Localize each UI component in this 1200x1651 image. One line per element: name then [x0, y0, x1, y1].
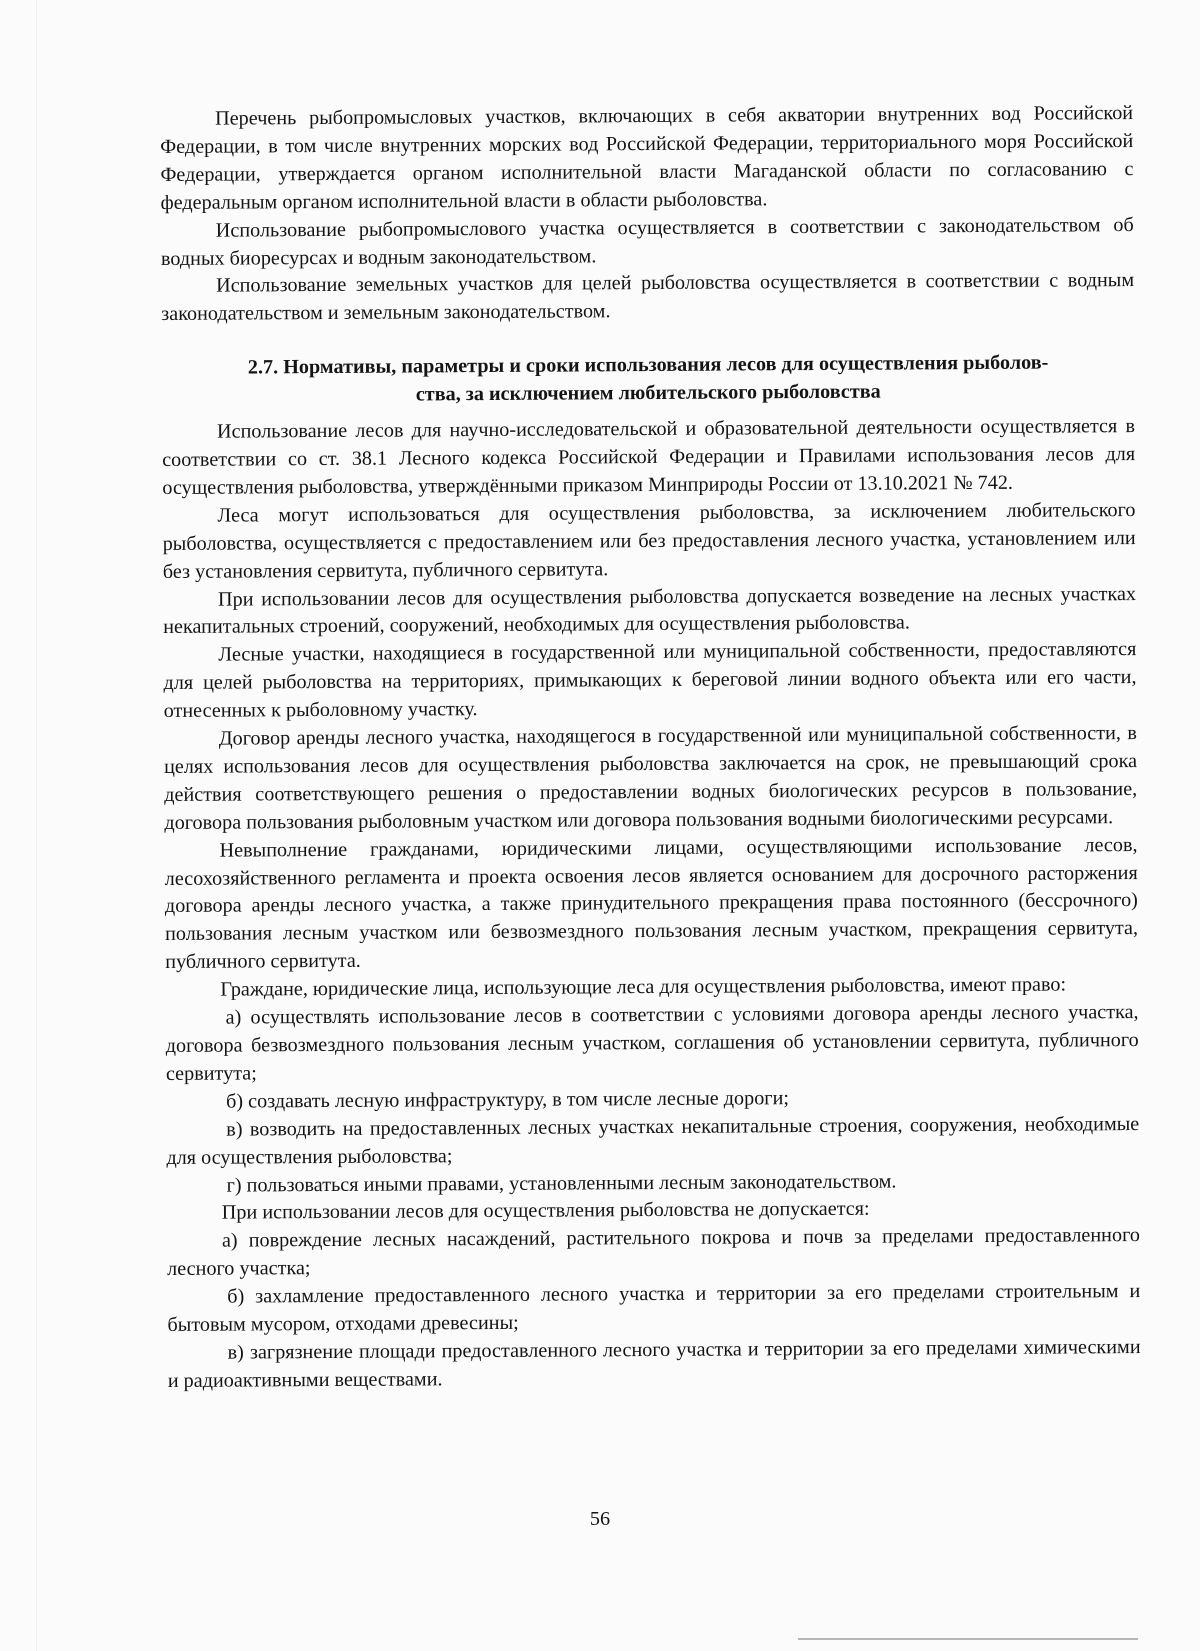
scan-edge-mark	[36, 0, 37, 1651]
paragraph-fishing-area-use: Использование рыбопромыслового участка осуществляется в соответствии с законодательством об водных биоресурсах и водным законодательством.	[160, 213, 1134, 270]
paragraph-lease-term: Договор аренды лесного участка, находящегося в государственной или муниципальной собственности, в целях использования лесов для осуществления рыболовства заключается на срок, не превышающий срока действия соответствующего решения о предоставлении водных биологических ресурсов в пользование, договора пользования рыболовным участком или договора пользования водными биологическими ресурсами.	[163, 722, 1138, 834]
paragraph-temporary-structures: При использовании лесов для осуществления рыболовства допускается возведение на лесных участках некапитальных строений, сооружений, необходимых для осуществления рыболовства.	[163, 582, 1137, 639]
document-page	[160, 100, 1141, 1396]
list-item-right-c: в) возводить на предоставленных лесных участках некапитальные строения, сооружения, необходимые для осуществления рыболовства;	[166, 1112, 1140, 1169]
section-heading-line1: 2.7. Нормативы, параметры и сроки использования лесов для осуществления рыболов-	[247, 351, 1049, 379]
paragraph-rights-intro: Граждане, юридические лица, использующие леса для осуществления рыболовства, имеют право:	[220, 973, 1067, 1001]
list-item-prohibition-a: а) повреждение лесных насаждений, растительного покрова и почв за пределами предоставленного лесного участка;	[167, 1224, 1140, 1281]
section-heading	[162, 349, 1135, 411]
page-number: 56	[589, 1508, 611, 1530]
paragraph-prohibition-intro: При использовании лесов для осуществления рыболовства не допускается:	[221, 1198, 870, 1225]
paragraph-forest-use-modes: Леса могут использоваться для осуществления рыболовства, за исключением любительского рыболовства, осуществляется с предоставлением или без предоставления лесного участка, установлением или без установления сервитута, публичного сервитута.	[162, 498, 1136, 583]
paragraph-plots-provision: Лесные участки, находящиеся в государственной или муниципальной собственности, предоставляются для целей рыболовства на территориях, примыкающих к береговой линии водного объекта или его части, отнесенных к рыболовному участку.	[163, 638, 1137, 723]
list-item-prohibition-c: в) загрязнение площади предоставленного лесного участка и территории за его пределами химическими и радиоактивными веществами.	[167, 1336, 1141, 1392]
paragraph-violation-consequences: Невыполнение гражданами, юридическими лицами, осуществляющими использование лесов, лесохозяйственного регламента и проекта освоения лесов является основанием для досрочного расторжения договора аренды лесного участка, а также принудительного прекращения права постоянного (бессрочного) пользования лесным участком или безвозмездного пользования лесным участком, прекращения сервитута, публичного сервитута.	[164, 833, 1139, 974]
list-item-prohibition-b: б) захламление предоставленного лесного участка и территории за его пределами строительным и бытовым мусором, отходами древесины;	[167, 1280, 1141, 1337]
section-heading-line2: ства, за исключением любительского рыболовства	[415, 380, 881, 406]
scan-bottom-line	[798, 1638, 1138, 1640]
list-item-right-a: а) осуществлять использование лесов в соответствии с условиями договора аренды лесного участка, договора безвозмездного пользования лесным участком, соглашения об установлении сервитута, публичного сервитута;	[165, 1001, 1139, 1085]
paragraph-forest-use-basis: Использование лесов для научно-исследовательской и образовательной деятельности осуществляется в соответствии со ст. 38.1 Лесного кодекса Российской Федерации и Правилами использования лесов для осуществления рыболовства, утверждёнными приказом Минприроды России от 13.10.2021 № 742.	[162, 415, 1136, 499]
list-item-right-b: б) создавать лесную инфраструктуру, в том числе лесные дороги;	[226, 1086, 790, 1113]
list-item-right-d: г) пользоваться иными правами, установленными лесным законодательством.	[226, 1170, 897, 1197]
paragraph-land-use: Использование земельных участков для целей рыболовства осуществляется в соответствии с водным законодательством и земельным законодательством.	[161, 269, 1135, 326]
paragraph-fishing-areas-list: Перечень рыбопромысловых участков, включающих в себя акватории внутренних вод Российской Федерации, в том числе внутренних морских вод Российской Федерации, территориального моря Российской Федерации, утверждается органом исполнительной власти Магаданской области по согласованию с федеральным органом исполнительной власти в области рыболовства.	[160, 102, 1134, 214]
